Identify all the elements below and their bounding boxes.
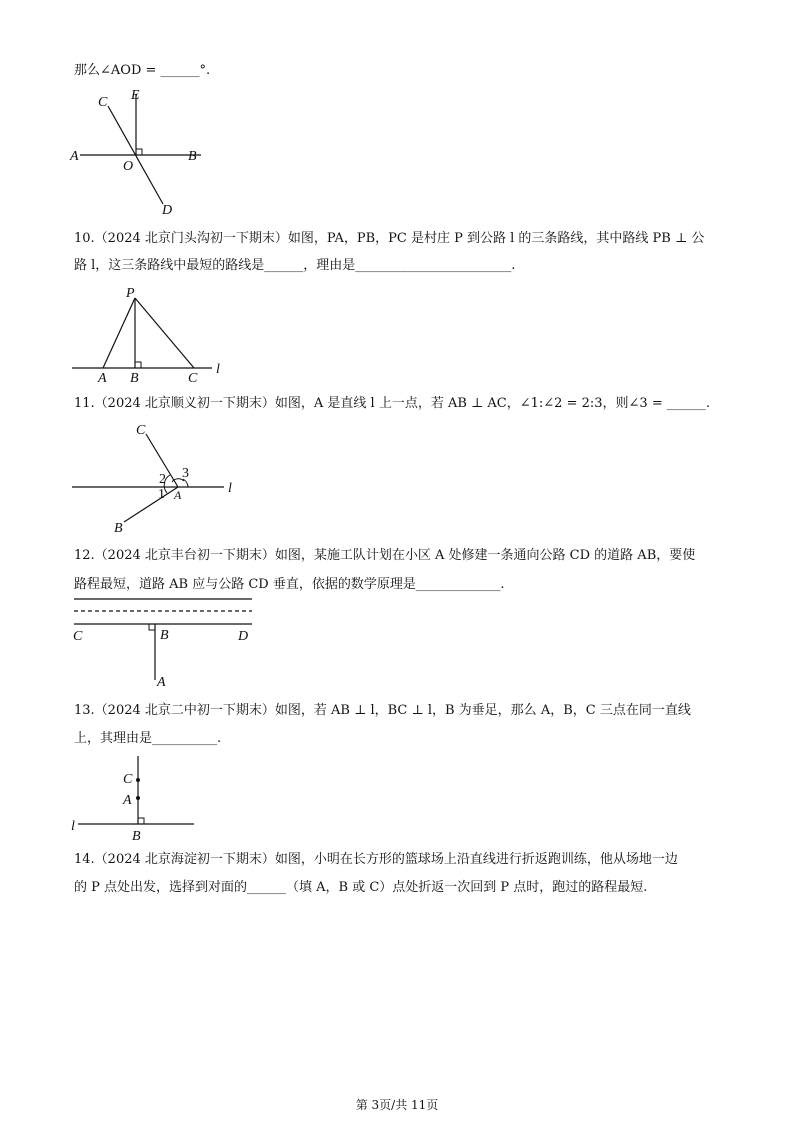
q11-angle-3: 3: [182, 466, 189, 481]
q13-label-c: C: [123, 772, 133, 787]
q12-figure: [66, 594, 266, 692]
q10-line2: 路 l，这三条路线中最短的路线是______，理由是________________________.: [74, 258, 516, 273]
q10-label-c: C: [188, 371, 198, 386]
q13-line1: 13.（2024 北京二中初一下期末）如图，若 AB ⊥ l，BC ⊥ l，B 为垂足，那么 A，B，C 三点在同一直线: [74, 703, 691, 718]
q14-line2: 的 P 点处出发，选择到对面的______（填 A，B 或 C）点处折返一次回到 P 点时，跑过的路程最短.: [74, 880, 648, 895]
q9-label-d: D: [162, 203, 173, 218]
q13-figure: [66, 754, 206, 842]
q12-label-a: A: [157, 675, 166, 690]
q10-label-a: A: [98, 371, 107, 386]
q12-label-c: C: [73, 629, 83, 644]
q9-text: 那么∠AOD = ______°.: [74, 63, 211, 78]
q11-figure: [66, 418, 246, 536]
q9-label-c: C: [98, 95, 108, 110]
q10-label-b: B: [130, 371, 139, 386]
q12-label-d: D: [238, 629, 249, 644]
q10-line1: 10.（2024 北京门头沟初一下期末）如图，PA，PB，PC 是村庄 P 到公路 l 的三条路线，其中路线 PB ⊥ 公: [74, 231, 705, 246]
q11-label-l: l: [228, 481, 232, 496]
q13-line2: 上，其理由是__________.: [74, 731, 222, 746]
q13-label-b: B: [132, 829, 141, 842]
q13-label-a: A: [123, 793, 132, 808]
q9-figure: [66, 86, 216, 220]
q12-line1: 12.（2024 北京丰台初一下期末）如图，某施工队计划在小区 A 处修建一条通向公路 CD 的道路 AB，要使: [74, 548, 696, 563]
page-footer: 第 3页/共 11页: [355, 1098, 439, 1112]
q14-line1: 14.（2024 北京海淀初一下期末）如图，小明在长方形的篮球场上沿直线进行折返跑训练，他从场地一边: [74, 852, 678, 867]
q9-label-b: B: [188, 149, 197, 164]
q9-label-o: O: [123, 159, 134, 174]
q10-label-p: P: [126, 286, 135, 301]
q9-label-a: A: [70, 149, 79, 164]
q11-angle-1: 1: [158, 487, 165, 502]
q11-line1: 11.（2024 北京顺义初一下期末）如图，A 是直线 l 上一点，若 AB ⊥ AC，∠1:∠2 = 2:3，则∠3 = ______.: [74, 396, 710, 411]
q11-label-a: A: [174, 488, 182, 502]
q10-figure: [66, 284, 236, 388]
q12-label-b: B: [160, 628, 169, 643]
q11-angle-2: 2: [159, 472, 166, 487]
q9-label-e: E: [131, 88, 140, 103]
q11-label-c: C: [136, 423, 146, 438]
q13-label-l: l: [71, 819, 75, 834]
q12-line2: 路程最短，道路 AB 应与公路 CD 垂直，依据的数学原理是_____________.: [74, 577, 505, 592]
q10-label-l: l: [216, 362, 220, 377]
q11-label-b: B: [114, 521, 123, 536]
